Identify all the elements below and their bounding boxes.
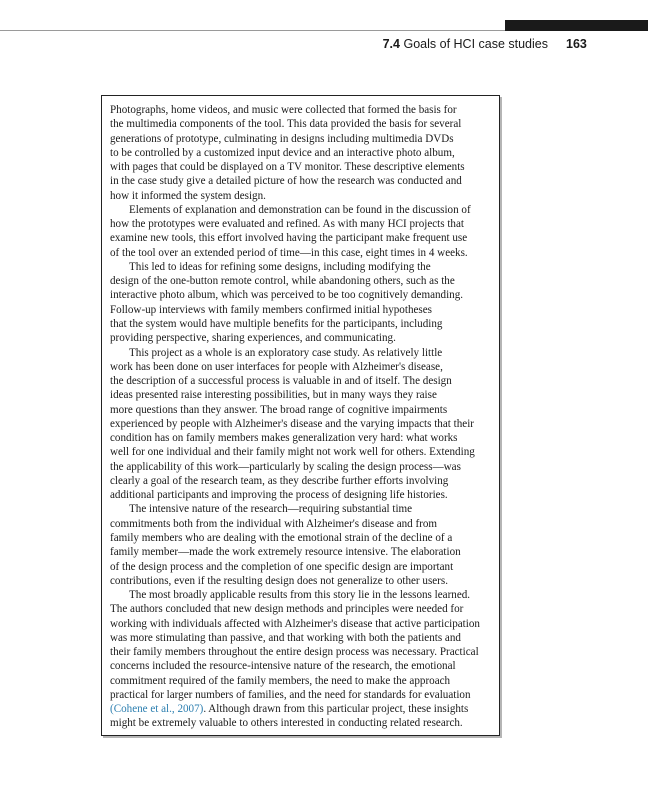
text-line: Follow-up interviews with family members confirmed initial hypotheses [110,303,432,316]
text-line: design of the one-button remote control, while abandoning others, such as the [110,275,455,288]
text-line: how it informed the system design. [110,189,266,202]
text-line: that the system would have multiple benefits for the participants, including [110,317,443,330]
text-line: The intensive nature of the research—requiring substantial time [129,503,413,516]
text-line: commitment required of the family members, the need to make the approach [110,674,451,687]
text-line: interactive photo album, which was perceived to be too cognitively demanding. [110,289,464,302]
text-line [110,702,499,716]
text-line: in the case study give a detailed picture of how the research was conducted and [110,175,462,188]
text-line: experienced by people with Alzheimer's disease and the varying impacts that their [110,417,474,430]
text-line: contributions, even if the resulting design does not generalize to other users. [110,574,448,587]
text-line: ideas presented raise interesting possibilities, but in many ways they raise [110,389,437,402]
paragraph-4 [110,346,499,503]
header-rule [0,30,505,31]
text-line: family members who are dealing with the emotional strain of the decline of a [110,531,453,544]
text-line: their family members throughout the entire design process was necessary. Practical [110,646,479,659]
text-line: how the prototypes were evaluated and refined. As with many HCI projects that [110,218,464,231]
text-line: with pages that could be displayed on a TV monitor. These descriptive elements [110,161,465,174]
running-head [382,36,587,52]
text-line: concerns included the resource-intensive nature of the research, the emotional [110,660,456,673]
text-line: Elements of explanation and demonstration can be found in the discussion of [129,203,471,216]
section-title: Goals of HCI case studies [403,37,548,51]
text-line: working with individuals affected with Alzheimer's disease that active participation [110,617,480,630]
paragraph-3 [110,260,499,346]
section-number: 7.4 [382,37,400,51]
text-line: generations of prototype, culminating in designs including multimedia DVDs [110,132,454,145]
case-study-box [101,95,500,736]
citation-link[interactable]: (Cohene et al., 2007) [110,703,204,716]
text-line: This led to ideas for refining some designs, including modifying the [129,260,431,273]
text-line: to be controlled by a customized input device and an interactive photo album, [110,146,455,159]
text-line: The authors concluded that new design methods and principles were needed for [110,603,464,616]
text-line: practical for larger numbers of families, and the need for standards for evaluation [110,688,471,701]
text-line: clearly a goal of the research team, as they describe further efforts involving [110,474,449,487]
text-line: The most broadly applicable results from this story lie in the lessons learned. [129,589,471,602]
text-line: commitments both from the individual with Alzheimer's disease and from [110,517,438,530]
text-line: of the tool over an extended period of time—in this case, eight times in 4 weeks. [110,246,468,259]
citation-trailing-text: . Although drawn from this particular project, these insights [203,703,469,716]
text-line: the applicability of this work—particularly by scaling the design process—was [110,460,461,473]
paragraph-2 [110,203,499,260]
paragraph-5 [110,502,499,588]
text-line: providing perspective, sharing experiences, and communicating. [110,332,396,345]
text-line: Photographs, home videos, and music were collected that formed the basis for [110,104,457,116]
text-line: family member—made the work extremely resource intensive. The elaboration [110,546,461,559]
paragraph-6 [110,588,499,731]
text-line: more questions than they answer. The broad range of cognitive impairments [110,403,448,416]
text-line: was more stimulating than passive, and that working with both the patients and [110,631,461,644]
text-line: additional participants and improving the process of designing life histories. [110,489,448,502]
text-line: This project as a whole is an exploratory case study. As relatively little [129,346,443,359]
text-line: might be extremely valuable to others interested in conducting related research. [110,717,463,730]
text-line: the multimedia components of the tool. This data provided the basis for several [110,118,462,131]
text-line: work has been done on user interfaces for people with Alzheimer's disease, [110,360,443,373]
text-line: examine new tools, this effort involved having the participant make frequent use [110,232,468,245]
header-bar [505,20,648,31]
text-line: condition has on family members makes generalization very hard: what works [110,432,458,445]
paragraph-1 [110,103,499,203]
text-line: well for one individual and their family might not work well for others. Extending [110,446,475,459]
text-line: of the design process and the completion of one specific design are important [110,560,454,573]
text-line: the description of a successful process is valuable in and of itself. The design [110,375,452,388]
page-number: 163 [566,37,587,51]
